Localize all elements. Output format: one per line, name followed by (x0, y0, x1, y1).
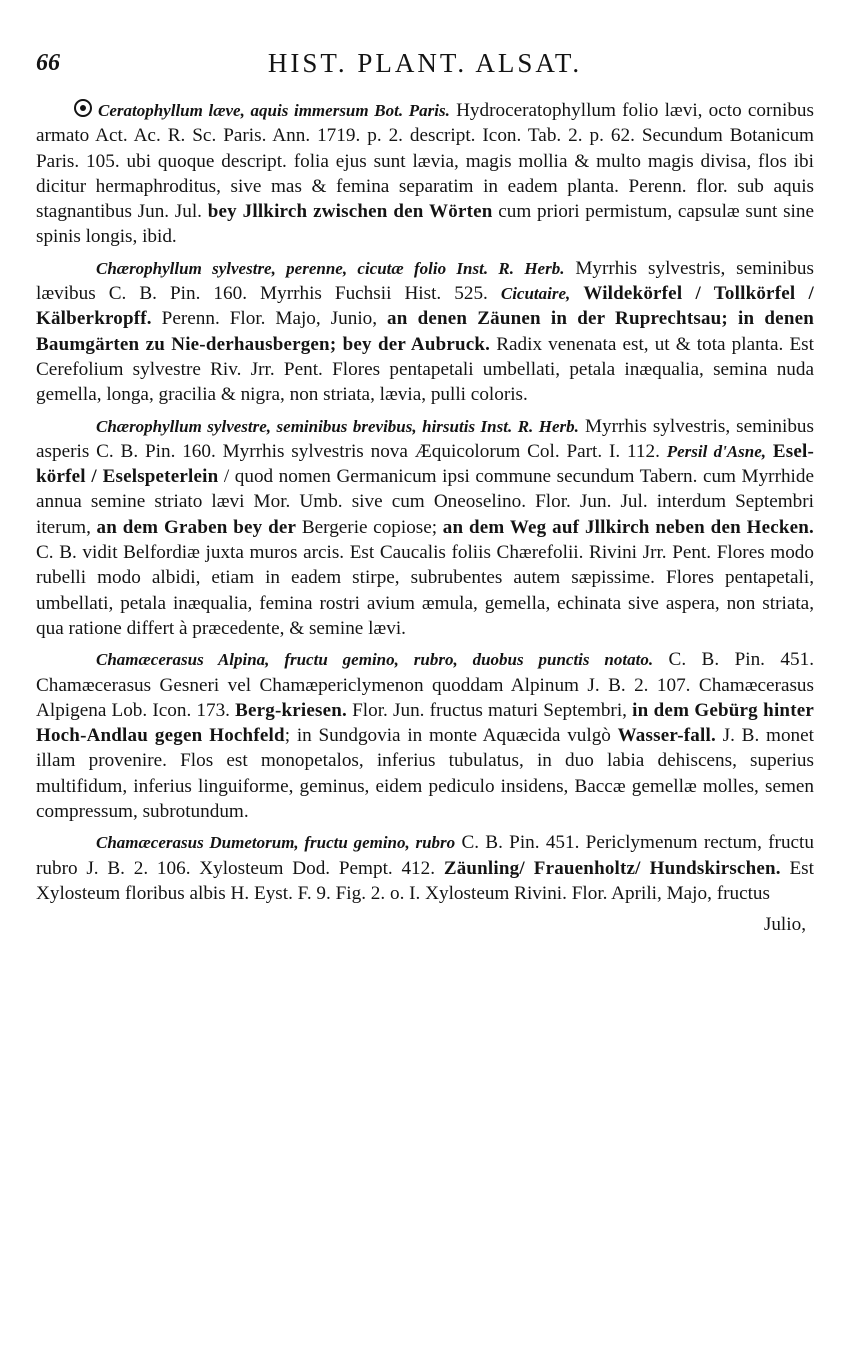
latin-text: Hydroceratophyllum folio lævi, octo cornibus armato Act. Ac. R. Sc. Paris. Ann. 1719. p. 2. descript. Icon. Tab. 2. p. 62. Secundum Botanicum Paris. 105. ubi quoque descript. folia ejus sunt lævia, magis mollia & multo magis divisa, flos ibi dicitur hermaphroditus, sive mas & femina separatim in eadem planta. Perenn. flor. sub aquis stagnantibus Jun. Jul. (36, 100, 814, 223)
latin-text: J. B. monet illam provenire. Flos est monopetalos, inferius tubulatus, in duo labia dehiscens, superius multifidum, inferius linguiforme, geminus, eidem pediculo insidens, Baccæ gemellæ molles, semen compressum, subrotundum. (36, 725, 814, 823)
entry-chaerophyllum-hirsutum (36, 414, 814, 642)
taxon-name: Chamæcerasus Alpina, fructu gemino, rubro, duobus punctis notato. (96, 650, 654, 670)
german-text: an dem Graben bey der (96, 516, 297, 538)
page-header (36, 44, 814, 88)
latin-text: / quod nomen Germanicum ipsi commune secundum Tabern. cum Myrrhide annua semine striato lævi Mor. Umb. sive cum Oneoselino. Flor. Jun. Jul. interdum Septembri iterum, (36, 466, 814, 538)
running-title: HIST. PLANT. ALSAT. (267, 48, 583, 78)
german-text: an denen Zäunen in der Ruprechtsau; in denen Baumgärten zu Nie-derhausbergen; bey der Aubruck. (36, 308, 814, 355)
taxon-name: Chærophyllum sylvestre, seminibus brevibus, hirsutis Inst. R. Herb. (96, 416, 579, 436)
taxon-name: Chamæcerasus Dumetorum, fructu gemino, rubro (96, 833, 456, 853)
entry-chamaecerasus-dumetorum (36, 830, 814, 906)
perennial-circle-icon (74, 99, 92, 117)
latin-text: Perenn. Flor. Majo, Junio, (151, 308, 387, 330)
latin-text: C. B. Pin. 451. Chamæcerasus Gesneri vel Chamæpericlymenon quoddam Alpinum J. B. 2. 107. Chamæcerasus Alpigena Lob. Icon. 173. (36, 649, 814, 721)
latin-text (570, 283, 583, 304)
taxon-name: Ceratophyllum læve, aquis immersum Bot. Paris. (98, 101, 450, 120)
german-text: Berg-kriesen. (235, 699, 347, 721)
latin-text: Myrrhis sylvestris, seminibus lævibus C. B. Pin. 160. Myrrhis Fuchsii Hist. 525. (36, 257, 814, 305)
latin-text: cum priori permistum, capsulæ sunt sine spinis longis, ibid. (36, 201, 814, 248)
latin-text: C. B. Pin. 451. Periclymenum rectum, fructu rubro J. B. 2. 106. Xylosteum Dod. Pempt. 412. (36, 832, 814, 879)
latin-text: ; in Sundgovia in monte Aquæcida vulgò (284, 725, 618, 747)
latin-text: Myrrhis sylvestris, seminibus asperis C. B. Pin. 160. Myrrhis sylvestris nova Æquicolorum Col. Part. I. 112. (36, 415, 814, 462)
taxon-name: Cicutaire, (500, 284, 571, 304)
page-number: 66 (36, 50, 60, 76)
german-text: an dem Weg auf Jllkirch neben den Hecken. (442, 516, 815, 538)
body-text (36, 98, 814, 906)
entry-chamaecerasus-alpina (36, 647, 814, 824)
german-text: in dem Gebürg hinter Hoch-Andlau gegen Hochfeld (36, 699, 814, 747)
latin-text (766, 441, 773, 462)
taxon-name: Persil d'Asne, (666, 441, 767, 461)
latin-text: C. B. vidit Belfordiæ juxta muros arcis. Est Caucalis foliis Chærefolii. Rivini Jrr. Pent. Flores modo rubelli modo albidi, etiam in eadem stirpe, subrubentes autem sæpissime. Flores pentapetali, umbellati, petala inæqualia, femina rostri avium æmula, gemella, echinata sive aspera, non striata, qua ratione differt à præcedente, & semine lævi. (36, 542, 814, 639)
german-text: Wasser-fall. (617, 725, 716, 747)
german-text: Zäunling/ Frauenholtz/ Hundskirschen. (443, 857, 781, 879)
german-text: bey Jllkirch zwischen den Wörten (207, 201, 493, 223)
entry-chaerophyllum-perenne (36, 256, 814, 408)
german-text: Esel-körfel / Eselspeterlein (36, 440, 814, 488)
latin-text: Radix venenata est, ut & tota planta. Est Cerefolium sylvestre Riv. Jrr. Pent. Flores pentapetali umbellati, petala inæqualia, semina nuda gemella, longa, gracilia & nigra, non striata, lævia, pulli coloris. (36, 333, 814, 406)
entry-ceratophyllum (36, 98, 814, 250)
latin-text: Est Xylosteum floribus albis H. Eyst. F. 9. Fig. 2. o. I. Xylosteum Rivini. Flor. Aprili, Majo, fructus (36, 857, 814, 904)
catchword: Julio, (763, 914, 806, 936)
taxon-name: Chærophyllum sylvestre, perenne, cicutæ folio Inst. R. Herb. (96, 258, 565, 278)
german-text: Wildekörfel / Tollkörfel / Kälberkropff. (36, 283, 815, 330)
latin-text: Flor. Jun. fructus maturi Septembri, (346, 699, 633, 721)
latin-text: Bergerie copiose; (296, 516, 443, 538)
